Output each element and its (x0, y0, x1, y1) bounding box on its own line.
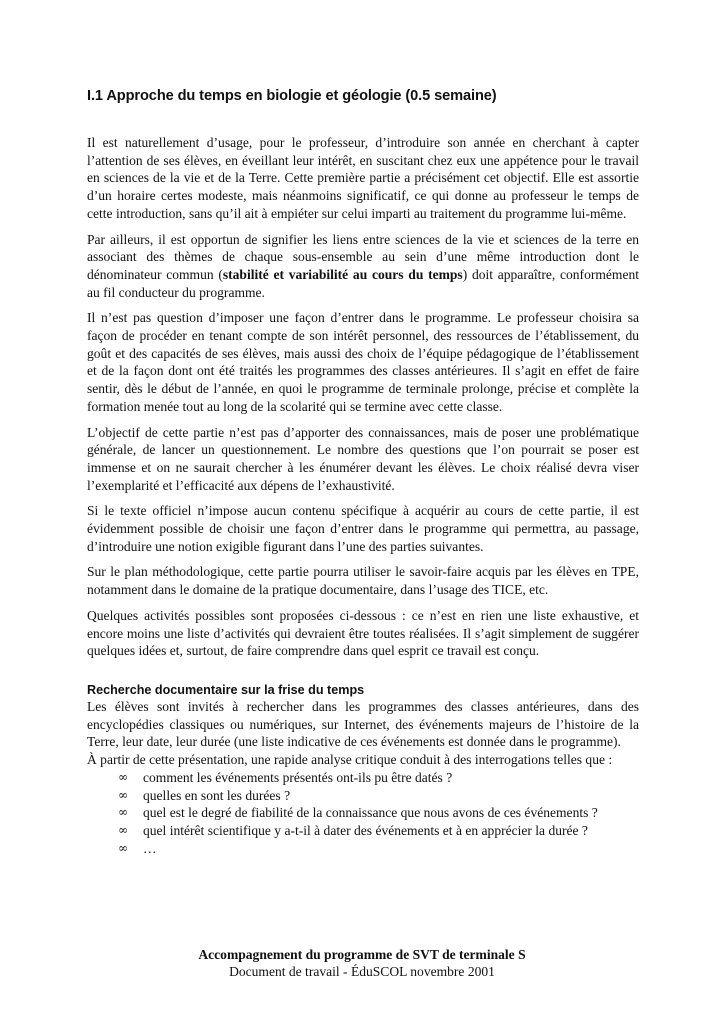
paragraph-objective: L’objectif de cette partie n’est pas d’apporter des connaissances, mais de poser une problématique générale, de lancer un questionnement. Le nombre des questions que l’on pourrait se poser est immense et on ne saurait chercher à les énumérer devant les élèves. Le choix réalisé devra viser l’exemplarité et l’efficacité aux dépens de l’exhaustivité. (87, 424, 639, 493)
paragraph-links-emphasis: stabilité et variabilité au cours du temps (222, 266, 463, 282)
subsection-title: Recherche documentaire sur la frise du temps (87, 682, 365, 697)
list-item-text: quel est le degré de fiabilité de la connaissance que nous avons de ces événements ? (143, 805, 598, 821)
list-item (118, 804, 639, 822)
infinity-bullet-icon: ∞ (118, 822, 128, 837)
footer-subtitle: Document de travail - ÉduSCOL novembre 2001 (229, 964, 495, 979)
subsection-lead: À partir de cette présentation, une rapide analyse critique conduit à des interrogations telles que : (87, 752, 613, 768)
paragraph-links (87, 231, 639, 302)
paragraph-links-text-start: Par ailleurs, il est opportun de signifier les liens entre sciences de la vie et sciences de la terre en associant des thèmes de chaque sous-ensemble au sein d’une même introduction dont le dénominateur commun ( (87, 231, 639, 282)
infinity-bullet-icon: ∞ (118, 769, 128, 784)
paragraph-activities: Quelques activités possibles sont proposées ci-dessous : ce n’est en rien une liste exhaustive, et encore moins une liste d’activités qui devraient être toutes réalisées. Il s’agit simplement de suggérer quelques idées et, surtout, de faire comprendre dans quel esprit ce travail est conçu. (87, 607, 639, 659)
paragraph-approach: Il n’est pas question d’imposer une façon d’entrer dans le programme. Le professeur choisira sa façon de procéder en tenant compte de son intérêt personnel, des ressources de l’établissement, du goût et des capacités de ses élèves, mais aussi des choix de l’équipe pédagogique de l’établissement et de la façon dont ont été traités les programmes des classes antérieures. Il s’agit en effet de faire sentir, dès le début de l’année, en quoi le programme de terminale prolonge, précise et complète la formation menée tout au long de la scolarité qui se termine avec cette classe. (87, 310, 639, 414)
list-item (118, 822, 639, 840)
list-item-text: quel intérêt scientifique y a-t-il à dater des événements et à en apprécier la durée ? (143, 822, 588, 838)
subsection-intro: Les élèves sont invités à rechercher dans les programmes des classes antérieures, dans des encyclopédies classiques ou numériques, sur Internet, des événements majeurs de l’histoire de la Terre, leur date, leur durée (une liste indicative de ces événements est donnée dans le programme). (87, 698, 639, 750)
infinity-bullet-icon: ∞ (118, 787, 128, 802)
infinity-bullet-icon: ∞ (118, 805, 128, 820)
list-item (118, 840, 639, 858)
list-item-text: quelles en sont les durées ? (143, 787, 291, 803)
list-item (118, 769, 639, 787)
list-item-text: comment les événements présentés ont-ils pu être datés ? (143, 769, 453, 785)
paragraph-methodology: Sur le plan méthodologique, cette partie pourra utiliser le savoir-faire acquis par les élèves en TPE, notamment dans le domaine de la pratique documentaire, dans l’usage des TICE, etc. (87, 564, 639, 598)
document-body (87, 88, 639, 857)
paragraph-official-text: Si le texte officiel n’impose aucun contenu spécifique à acquérir au cours de cette partie, il est évidemment possible de choisir une façon d’entrer dans le programme qui permettra, au passage, d’introduire une notion exigible figurant dans l’une des parties suivantes. (87, 503, 639, 554)
list-item-text: … (143, 840, 157, 856)
infinity-bullet-icon: ∞ (118, 840, 128, 855)
list-item (118, 787, 639, 805)
paragraph-links-text-end: ) doit apparaître, conformément au fil conducteur du programme. (87, 266, 639, 300)
section-heading: I.1 Approche du temps en biologie et géologie (0.5 semaine) (87, 88, 497, 104)
page-footer (0, 946, 724, 980)
paragraph-introduction: Il est naturellement d’usage, pour le professeur, d’introduire son année en cherchant à capter l’attention de ses élèves, en éveillant leur intérêt, en suscitant chez eux une appétence pour le travail en sciences de la vie et de la Terre. Cette première partie a précisément cet objectif. Elle est assortie d’un horaire certes modeste, mais néanmoins significatif, ce qui donne au professeur le temps de cette introduction, sans qu’il ait à empiéter sur celui imparti au traitement du programme lui-même. (87, 135, 639, 221)
footer-title: Accompagnement du programme de SVT de terminale S (198, 947, 526, 962)
question-list (87, 769, 639, 858)
